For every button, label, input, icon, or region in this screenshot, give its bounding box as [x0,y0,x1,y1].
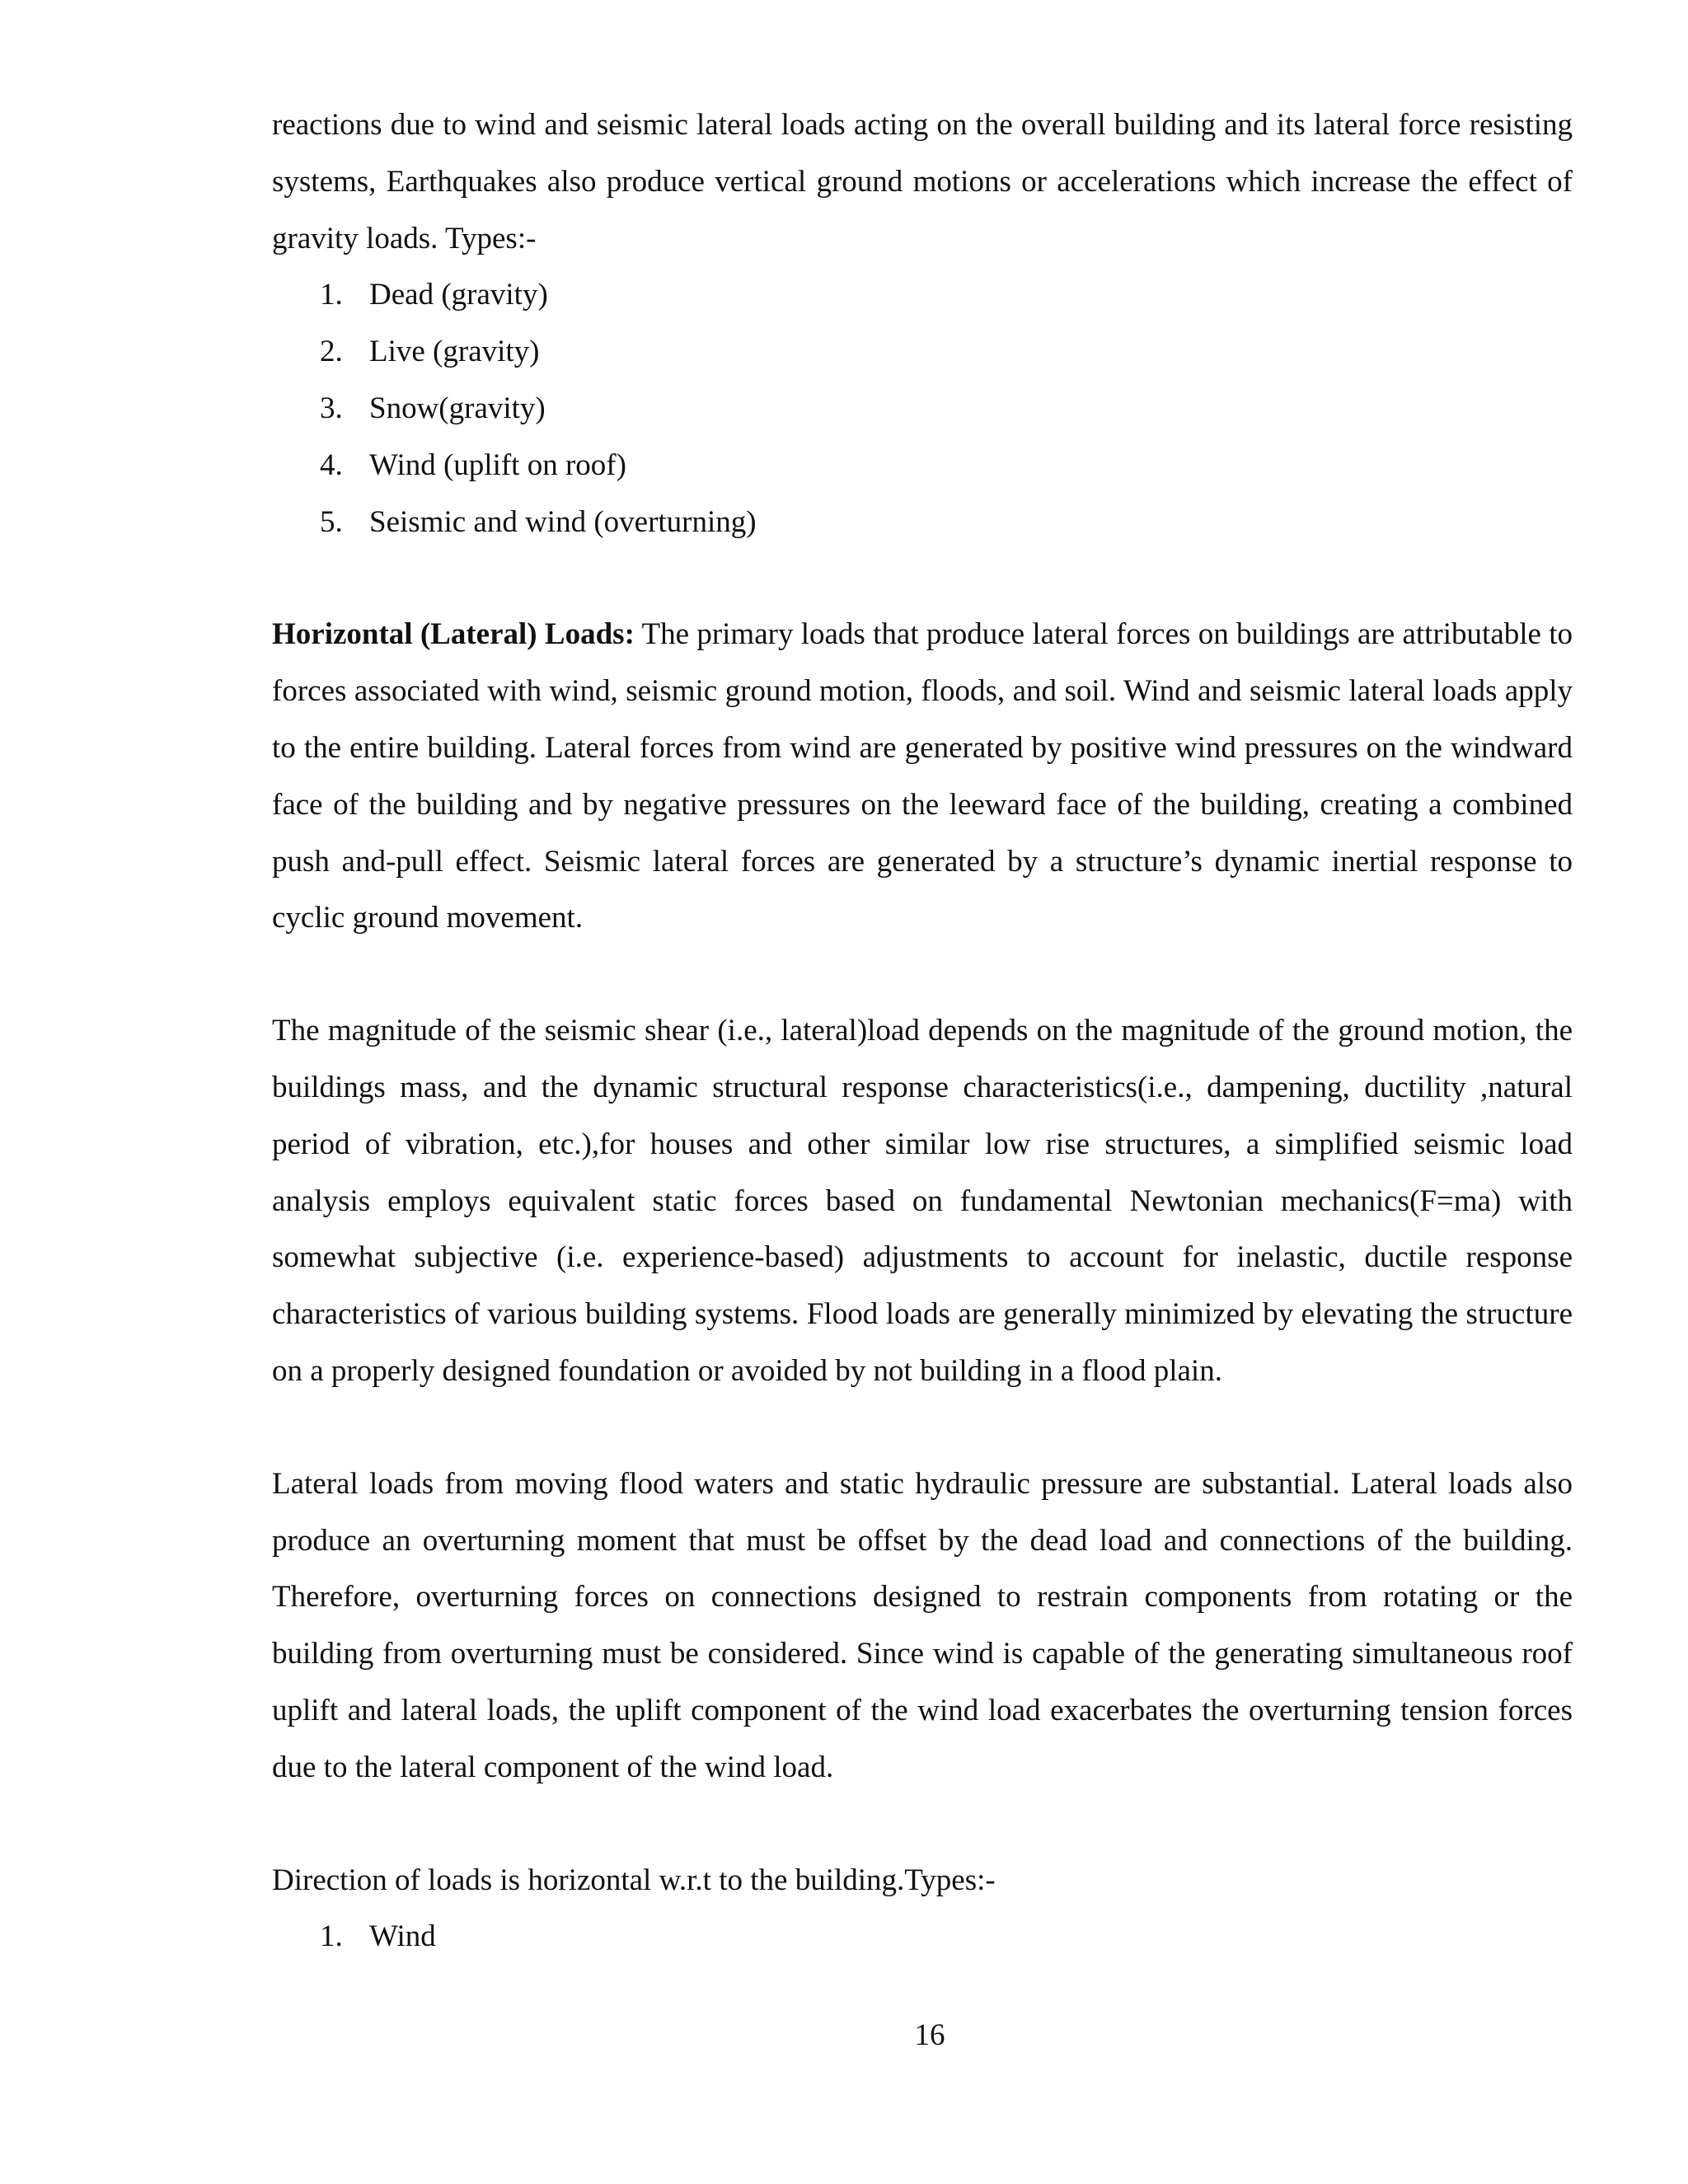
intro-paragraph: reactions due to wind and seismic lateral loads acting on the overall building and its lateral force resisting systems, Earthquakes also produce vertical ground motions or accelerations which increase the effect of gravity loads. Types:- [272,108,1573,255]
list-item [272,324,1573,381]
list-item-number: 1. [320,278,343,312]
list-item-label: Dead (gravity) [369,278,548,312]
list-item-number: 4. [320,448,343,482]
document-page [272,97,1573,1966]
list-item [272,1909,1573,1966]
page-number: 16 [914,2018,945,2052]
list-item-label: Seismic and wind (overturning) [369,504,757,539]
horizontal-loads-text: The primary loads that produce lateral forces on buildings are attributable to forces associated with wind, seismic ground motion, floods, and soil. Wind and seismic lateral loads apply to the entire building. Lateral forces from wind are generated by positive wind pressures on the windward face of the building and by negative pressures on the leeward face of the building, creating a combined push and-pull effect. Seismic lateral forces are generated by a structure’s dynamic inertial response to cyclic ground movement. [272,617,1573,935]
list-item [272,494,1573,551]
vertical-load-types-list [272,267,1573,551]
horizontal-loads-paragraph [272,607,1573,947]
list-item-label: Live (gravity) [369,335,540,369]
list-item-number: 3. [320,391,343,425]
list-item-label: Wind [369,1919,436,1954]
lateral-loads-paragraph: Lateral loads from moving flood waters and static hydraulic pressure are substantial. Lateral loads also produce an overturning moment that must be offset by the dead load and connections of the building. Therefore, overturning forces on connections designed to restrain components from rotating or the building from overturning must be considered. Since wind is capable of the generating simultaneous roof uplift and lateral loads, the uplift component of the wind load exacerbates the overturning tension forces due to the lateral component of the wind load. [272,1466,1573,1784]
horizontal-loads-heading: Horizontal (Lateral) Loads: [272,617,635,652]
direction-paragraph: Direction of loads is horizontal w.r.t to the building.Types:- [272,1863,996,1897]
list-item-label: Wind (uplift on roof) [369,448,626,482]
seismic-shear-paragraph: The magnitude of the seismic shear (i.e., lateral)load depends on the magnitude of the ground motion, the buildings mass, and the dynamic structural response characteristics(i.e., dampening, ductility ,natural period of vibration, etc.),for houses and other similar low rise structures, a simplified seismic load analysis employs equivalent static forces based on fundamental Newtonian mechanics(F=ma) with somewhat subjective (i.e. experience-based) adjustments to account for inelastic, ductile response characteristics of various building systems. Flood loads are generally minimized by elevating the structure on a properly designed foundation or avoided by not building in a flood plain. [272,1014,1573,1388]
list-item-label: Snow(gravity) [369,391,546,425]
list-item-number: 1. [320,1919,343,1954]
list-item [272,381,1573,438]
list-item [272,267,1573,324]
list-item-number: 2. [320,335,343,369]
list-item [272,438,1573,494]
horizontal-load-types-list [272,1909,1573,1966]
list-item-number: 5. [320,504,343,539]
